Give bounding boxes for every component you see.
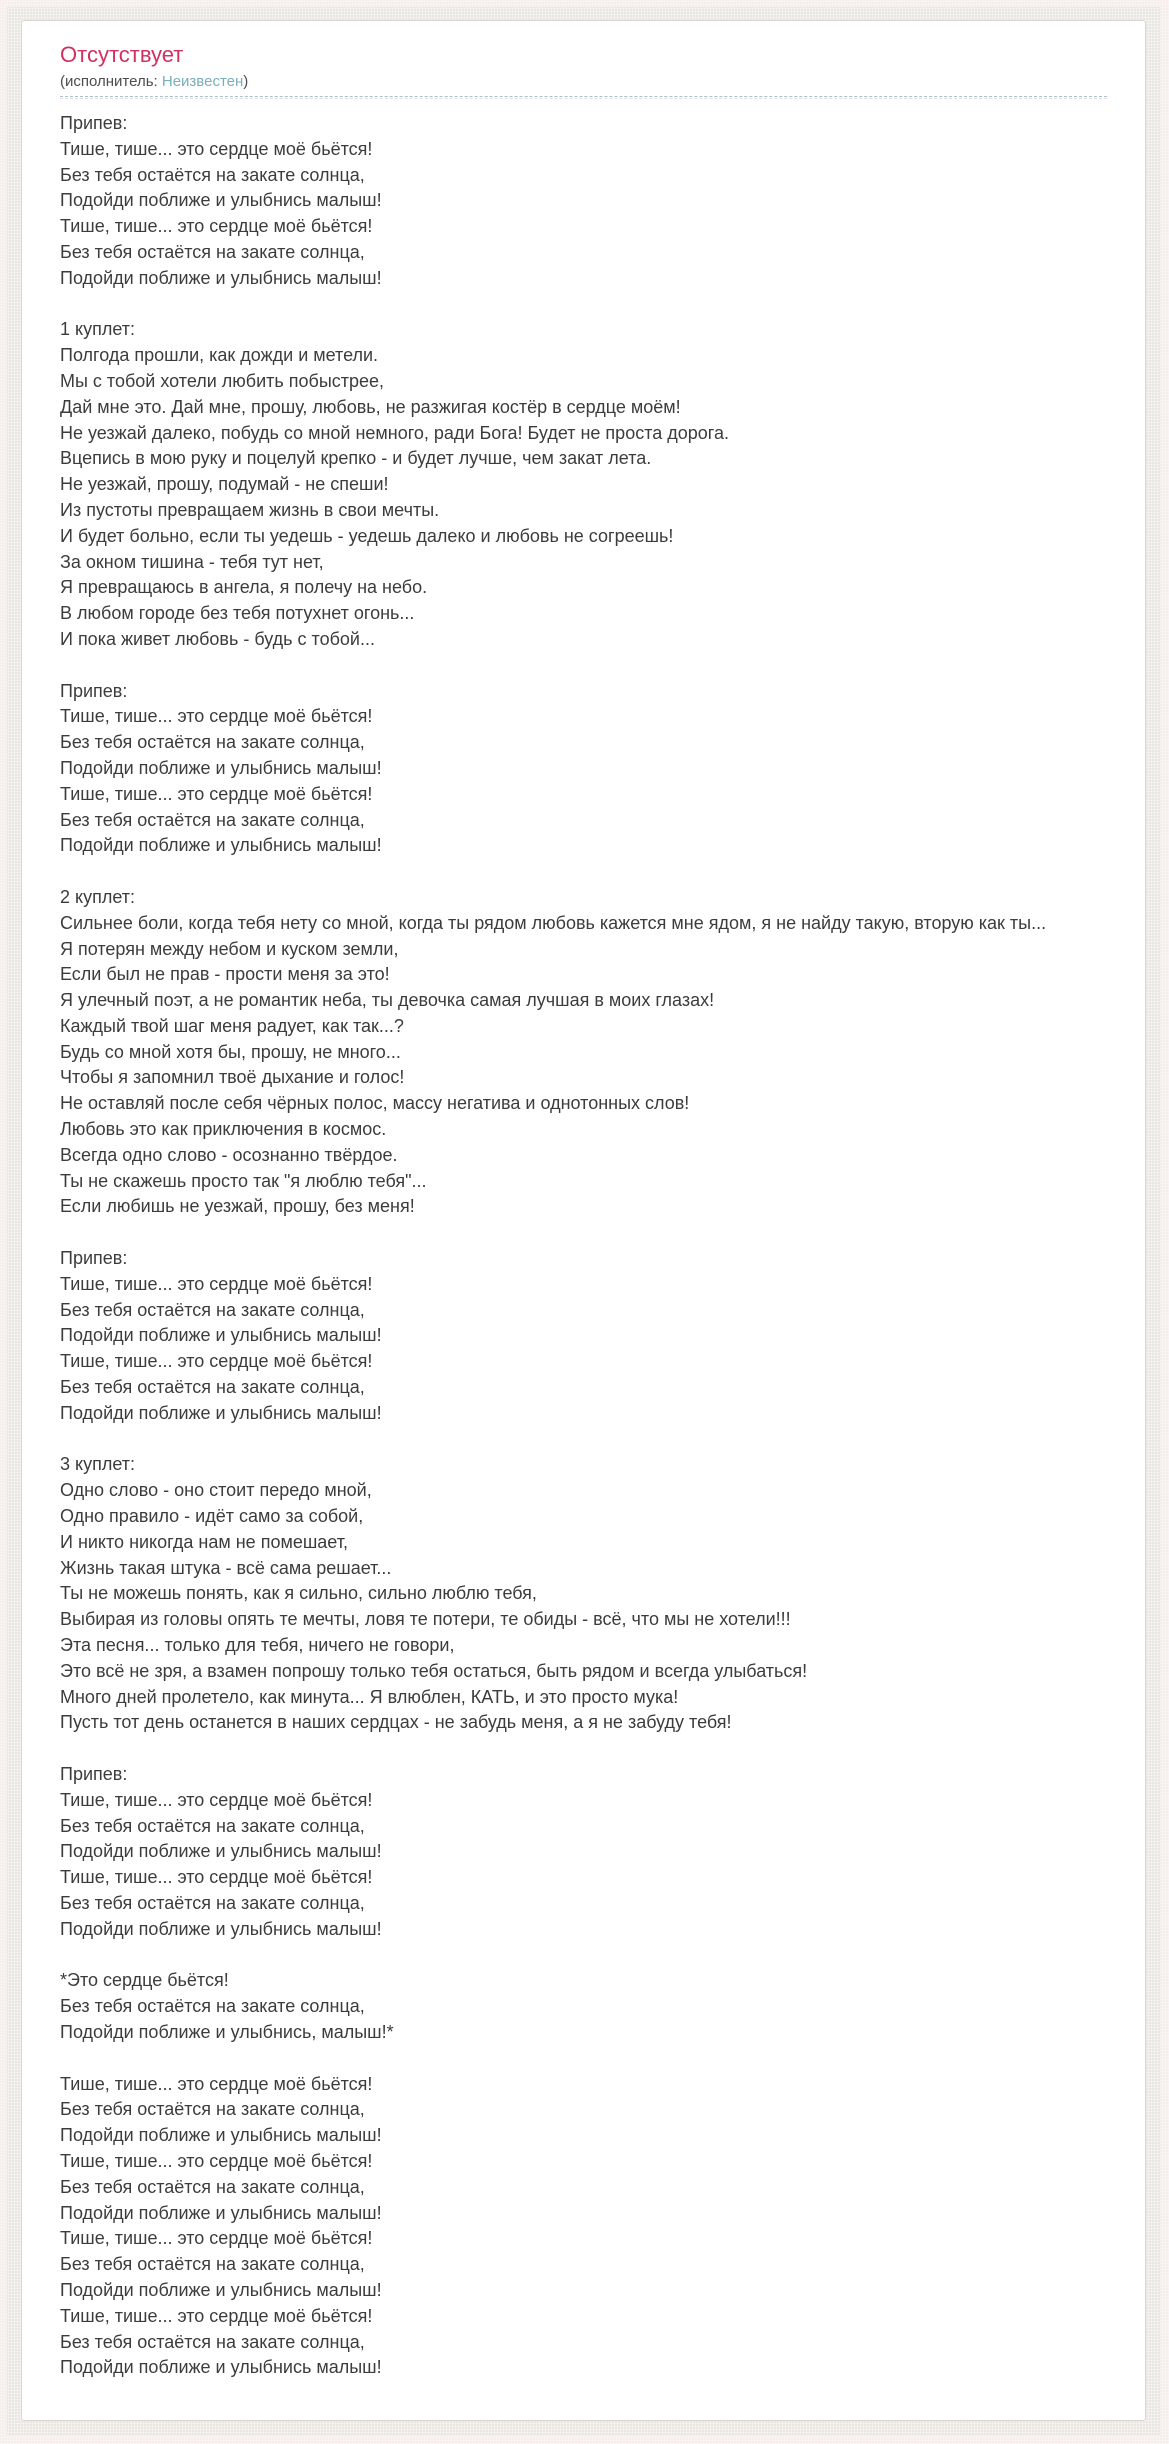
lyric-line: Любовь это как приключения в космос.: [60, 1119, 387, 1140]
lyric-line: Не оставляй после себя чёрных полос, массу негатива и однотонных слов!: [60, 1093, 690, 1114]
lyric-line: Тише, тише... это сердце моё бьётся!: [60, 2228, 373, 2249]
artist-line: [60, 72, 1107, 92]
lyric-line: [60, 1427, 1107, 1453]
lyric-line: Если был не прав - прости меня за это!: [60, 964, 390, 985]
lyric-line: Без тебя остаётся на закате солнца,: [60, 809, 365, 830]
lyric-line: И будет больно, если ты уедешь - уедешь далеко и любовь не согреешь!: [60, 525, 674, 546]
lyric-line: Подойди поближе и улыбнись малыш!: [60, 2202, 382, 2223]
lyric-line: [60, 1736, 1107, 1762]
lyric-line: Подойди поближе и улыбнись, малыш!*: [60, 2021, 394, 2042]
lyric-line: Каждый твой шаг меня радует, как так...?: [60, 1015, 404, 1036]
lyric-line: Тише, тише... это сердце моё бьётся!: [60, 1867, 373, 1888]
lyric-line: Тише, тише... это сердце моё бьётся!: [60, 2150, 373, 2171]
lyric-line: Полгода прошли, как дожди и метели.: [60, 345, 379, 366]
lyric-line: [60, 1943, 1107, 1969]
lyric-line: 2 куплет:: [60, 886, 135, 907]
lyric-line: За окном тишина - тебя тут нет,: [60, 551, 324, 572]
lyric-line: Из пустоты превращаем жизнь в свои мечты.: [60, 499, 440, 520]
lyric-line: Сильнее боли, когда тебя нету со мной, когда ты рядом любовь кажется мне ядом, я не найду такую, вторую как ты...: [60, 912, 1047, 933]
lyric-line: Тише, тише... это сердце моё бьётся!: [60, 216, 373, 237]
lyric-line: Тише, тише... это сердце моё бьётся!: [60, 2073, 373, 2094]
lyric-line: Без тебя остаётся на закате солнца,: [60, 1996, 365, 2017]
lyric-line: Не уезжай, прошу, подумай - не спеши!: [60, 474, 389, 495]
lyric-line: Подойди поближе и улыбнись малыш!: [60, 1402, 382, 1423]
textured-band: [7, 7, 1160, 2435]
lyric-line: Подойди поближе и улыбнись малыш!: [60, 1841, 382, 1862]
lyric-line: Будь со мной хотя бы, прошу, не много...: [60, 1041, 401, 1062]
lyric-line: Припев:: [60, 113, 128, 133]
lyric-line: [60, 292, 1107, 318]
lyric-line: Это всё не зря, а взамен попрошу только тебя остаться, быть рядом и всегда улыбаться!: [60, 1660, 808, 1681]
lyric-line: Подойди поближе и улыбнись малыш!: [60, 1918, 382, 1939]
artist-label-suffix: ): [243, 73, 249, 90]
lyric-line: В любом городе без тебя потухнет огонь...: [60, 603, 415, 624]
lyric-line: Ты не скажешь просто так "я люблю тебя"...: [60, 1170, 427, 1191]
lyrics-text: [60, 111, 1107, 2381]
lyric-line: Без тебя остаётся на закате солнца,: [60, 2331, 365, 2352]
lyric-line: Тише, тише... это сердце моё бьётся!: [60, 706, 373, 727]
lyric-line: Без тебя остаётся на закате солнца,: [60, 1892, 365, 1913]
lyric-line: Выбирая из головы опять те мечты, ловя те потери, те обиды - всё, что мы не хотели!!!: [60, 1609, 791, 1630]
lyric-line: Вцепись в мою руку и поцелуй крепко - и будет лучше, чем закат лета.: [60, 448, 652, 469]
lyric-line: Тише, тише... это сердце моё бьётся!: [60, 783, 373, 804]
lyric-line: Жизнь такая штука - всё сама решает...: [60, 1557, 392, 1578]
lyric-line: Я потерян между небом и куском земли,: [60, 938, 399, 959]
lyric-line: Подойди поближе и улыбнись малыш!: [60, 2357, 382, 2378]
lyric-line: Подойди поближе и улыбнись малыш!: [60, 267, 382, 288]
lyric-line: Чтобы я запомнил твоё дыхание и голос!: [60, 1067, 405, 1088]
lyric-line: Без тебя остаётся на закате солнца,: [60, 2254, 365, 2275]
lyric-line: Подойди поближе и улыбнись малыш!: [60, 1325, 382, 1346]
lyric-line: Всегда одно слово - осознанно твёрдое.: [60, 1144, 398, 1165]
lyric-line: И пока живет любовь - будь с тобой...: [60, 628, 375, 649]
lyric-line: Тише, тише... это сердце моё бьётся!: [60, 1789, 373, 1810]
lyric-line: Я улечный поэт, а не романтик неба, ты девочка самая лучшая в моих глазах!: [60, 990, 715, 1011]
lyric-line: Подойди поближе и улыбнись малыш!: [60, 2279, 382, 2300]
lyrics-card: [21, 20, 1146, 2421]
lyric-line: Подойди поближе и улыбнись малыш!: [60, 757, 382, 778]
lyric-line: Припев:: [60, 1764, 128, 1784]
lyric-line: Без тебя остаётся на закате солнца,: [60, 732, 365, 753]
lyric-line: Дай мне это. Дай мне, прошу, любовь, не разжигая костёр в сердце моём!: [60, 396, 681, 417]
lyric-line: [60, 2046, 1107, 2072]
artist-label-prefix: (исполнитель:: [60, 73, 162, 90]
lyric-line: Эта песня... только для тебя, ничего не говори,: [60, 1635, 455, 1656]
lyric-line: Тише, тише... это сердце моё бьётся!: [60, 1273, 373, 1294]
lyric-line: Много дней пролетело, как минута... Я влюблен, КАТЬ, и это просто мука!: [60, 1686, 679, 1707]
lyric-line: Ты не можешь понять, как я сильно, сильно люблю тебя,: [60, 1583, 537, 1604]
lyric-line: 3 куплет:: [60, 1454, 135, 1475]
lyric-line: Если любишь не уезжай, прошу, без меня!: [60, 1196, 415, 1217]
separator-dashed-line: [60, 96, 1107, 99]
artist-link[interactable]: Неизвестен: [161, 73, 244, 90]
page-title: Отсутствует: [60, 42, 184, 67]
lyric-line: Без тебя остаётся на закате солнца,: [60, 164, 365, 185]
lyric-line: Я превращаюсь в ангела, я полечу на небо.: [60, 577, 428, 598]
lyric-line: И никто никогда нам не помешает,: [60, 1531, 348, 1552]
lyric-line: 1 куплет:: [60, 319, 135, 340]
lyric-line: Подойди поближе и улыбнись малыш!: [60, 2125, 382, 2146]
lyric-line: [60, 1220, 1107, 1246]
lyric-line: Без тебя остаётся на закате солнца,: [60, 1815, 365, 1836]
lyric-line: Без тебя остаётся на закате солнца,: [60, 241, 365, 262]
lyric-line: Подойди поближе и улыбнись малыш!: [60, 835, 382, 856]
lyric-line: [60, 653, 1107, 679]
lyric-line: Мы с тобой хотели любить побыстрее,: [60, 370, 385, 391]
lyric-line: [60, 859, 1107, 885]
lyric-line: Одно слово - оно стоит передо мной,: [60, 1480, 372, 1501]
lyric-line: Припев:: [60, 680, 128, 701]
lyric-line: Пусть тот день останется в наших сердцах - не забудь меня, а я не забуду тебя!: [60, 1712, 732, 1733]
lyric-line: Не уезжай далеко, побудь со мной немного, ради Бога! Будет не проста дорога.: [60, 422, 729, 443]
lyric-line: Тише, тише... это сердце моё бьётся!: [60, 2305, 373, 2326]
lyric-line: Без тебя остаётся на закате солнца,: [60, 2099, 365, 2120]
lyric-line: Без тебя остаётся на закате солнца,: [60, 1299, 365, 1320]
lyric-line: Одно правило - идёт само за собой,: [60, 1506, 364, 1527]
lyric-line: Без тебя остаётся на закате солнца,: [60, 2176, 365, 2197]
lyric-line: Подойди поближе и улыбнись малыш!: [60, 190, 382, 211]
lyric-line: Тише, тише... это сердце моё бьётся!: [60, 138, 373, 159]
lyric-line: Тише, тише... это сердце моё бьётся!: [60, 1351, 373, 1372]
lyric-line: Припев:: [60, 1248, 128, 1269]
lyric-line: Без тебя остаётся на закате солнца,: [60, 1377, 365, 1398]
lyric-line: *Это сердце бьётся!: [60, 1970, 229, 1991]
